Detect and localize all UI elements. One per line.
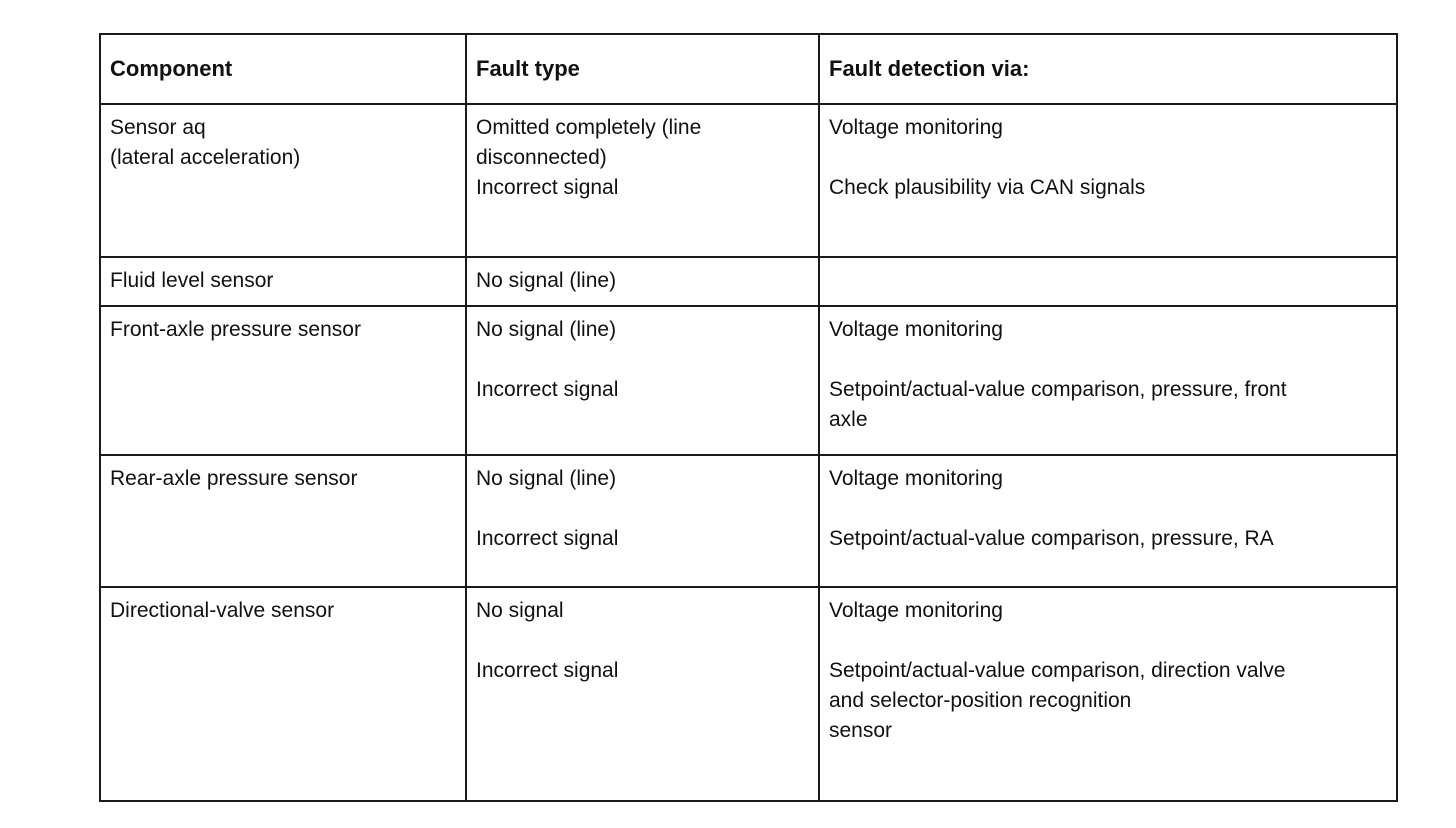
detection-text: Setpoint/actual-value comparison, pressure, front xyxy=(829,378,1287,401)
detection-text: axle xyxy=(829,408,868,431)
fault-type-text: disconnected) xyxy=(476,146,607,169)
component-cell xyxy=(100,257,466,306)
detection-cell xyxy=(819,455,1397,587)
fault-type-text: Incorrect signal xyxy=(476,659,619,682)
table-row xyxy=(100,455,1397,587)
component-cell xyxy=(100,587,466,801)
component-text: (lateral acceleration) xyxy=(110,146,301,169)
component-text: Rear-axle pressure sensor xyxy=(110,467,358,490)
component-cell xyxy=(100,455,466,587)
table-row xyxy=(100,257,1397,306)
fault-table xyxy=(99,33,1398,802)
component-cell xyxy=(100,104,466,257)
table-row xyxy=(100,587,1397,801)
fault-type-cell xyxy=(466,257,819,306)
header-row xyxy=(100,34,1397,104)
fault-type-text: Incorrect signal xyxy=(476,176,619,199)
fault-type-cell xyxy=(466,455,819,587)
detection-cell xyxy=(819,104,1397,257)
detection-text: Setpoint/actual-value comparison, pressure, RA xyxy=(829,527,1274,550)
header-fault-type: Fault type xyxy=(466,34,819,104)
fault-type-text: No signal (line) xyxy=(476,318,617,341)
fault-type-cell xyxy=(466,587,819,801)
fault-type-text: No signal xyxy=(476,599,564,622)
component-text: Sensor aq xyxy=(110,116,206,139)
detection-text: Voltage monitoring xyxy=(829,599,1003,622)
table-row xyxy=(100,306,1397,455)
component-cell xyxy=(100,306,466,455)
detection-text: and selector-position recognition xyxy=(829,689,1132,712)
detection-cell xyxy=(819,587,1397,801)
detection-text: Voltage monitoring xyxy=(829,467,1003,490)
fault-type-text: No signal (line) xyxy=(476,467,617,490)
fault-type-text: Incorrect signal xyxy=(476,527,619,550)
component-text: Front-axle pressure sensor xyxy=(110,318,361,341)
component-text: Directional-valve sensor xyxy=(110,599,335,622)
detection-cell xyxy=(819,306,1397,455)
component-text: Fluid level sensor xyxy=(110,269,274,292)
detection-text: sensor xyxy=(829,719,893,742)
header-fault-detection: Fault detection via: xyxy=(819,34,1397,104)
fault-type-text: Omitted completely (line xyxy=(476,116,702,139)
table-row xyxy=(100,104,1397,257)
header-component: Component xyxy=(100,34,466,104)
detection-text: Voltage monitoring xyxy=(829,318,1003,341)
fault-type-text: Incorrect signal xyxy=(476,378,619,401)
fault-type-text: No signal (line) xyxy=(476,269,617,292)
detection-text: Voltage monitoring xyxy=(829,116,1003,139)
fault-type-cell xyxy=(466,306,819,455)
detection-cell xyxy=(819,257,1397,306)
fault-type-cell xyxy=(466,104,819,257)
detection-text: Setpoint/actual-value comparison, direction valve xyxy=(829,659,1286,682)
detection-text: Check plausibility via CAN signals xyxy=(829,176,1146,199)
